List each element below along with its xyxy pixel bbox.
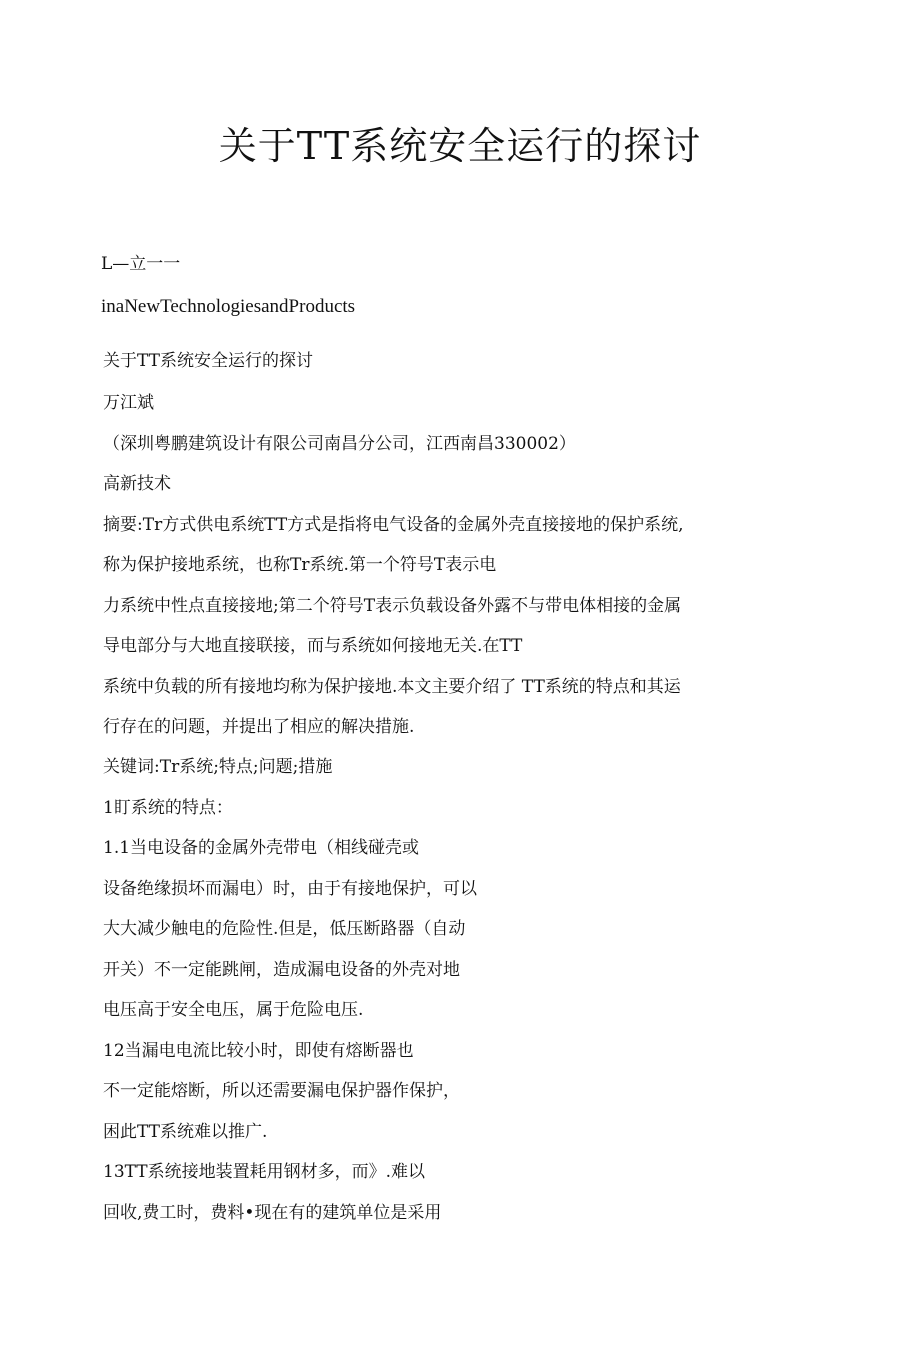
abstract-line: 力系统中性点直接接地;第二个符号T表示负载设备外露不与带电体相接的金属 (103, 596, 682, 616)
abstract-line: 称为保护接地系统，也称Tr系统.第一个符号T表示电 (103, 555, 497, 575)
body-line: 设备绝缘损坏而漏电）时，由于有接地保护，可以 (103, 879, 477, 899)
abstract-line: 系统中负载的所有接地均称为保护接地.本文主要介绍了 TT系统的特点和其运 (103, 677, 681, 697)
header-line-journal: inaNewTechnologiesandProducts (101, 296, 356, 317)
affiliation: （深圳粤鹏建筑设计有限公司南昌分公司，江西南昌330002） (103, 434, 576, 454)
document-title: 关于TT系统安全运行的探讨 (218, 124, 702, 168)
body-line: 回收,费工时，费料•现在有的建筑单位是采用 (103, 1203, 442, 1223)
body-line: 13TT系统接地装置耗用钢材多，而》.难以 (103, 1162, 426, 1182)
category: 高新技术 (103, 474, 171, 494)
author: 万江斌 (103, 393, 154, 413)
body-line: 1.1当电设备的金属外壳带电（相线碰壳或 (103, 838, 420, 858)
body-line: 大大减少触电的危险性.但是，低压断路器（自动 (103, 919, 466, 939)
abstract-line: 摘要:Tr方式供电系统TT方式是指将电气设备的金属外壳直接接地的保护系统, (103, 515, 684, 535)
section-heading: 1盯系统的特点： (103, 798, 233, 818)
body-line: 不一定能熔断，所以还需要漏电保护器作保护， (103, 1081, 460, 1101)
body-line: 困此TT系统难以推广. (103, 1122, 268, 1142)
body-line: 12当漏电电流比较小时，即使有熔断器也 (103, 1041, 414, 1061)
keywords: 关键词:Tr系统;特点;问题;措施 (103, 757, 333, 777)
header-line-1: L—立一一 (101, 254, 181, 274)
abstract-line: 行存在的问题，并提出了相应的解决措施. (103, 717, 415, 737)
article-title: 关于TT系统安全运行的探讨 (103, 351, 313, 371)
abstract-line: 导电部分与大地直接联接，而与系统如何接地无关.在TT (103, 636, 523, 656)
body-line: 电压高于安全电压，属于危险电压. (103, 1000, 364, 1020)
body-line: 开关）不一定能跳闸，造成漏电设备的外壳对地 (103, 960, 460, 980)
